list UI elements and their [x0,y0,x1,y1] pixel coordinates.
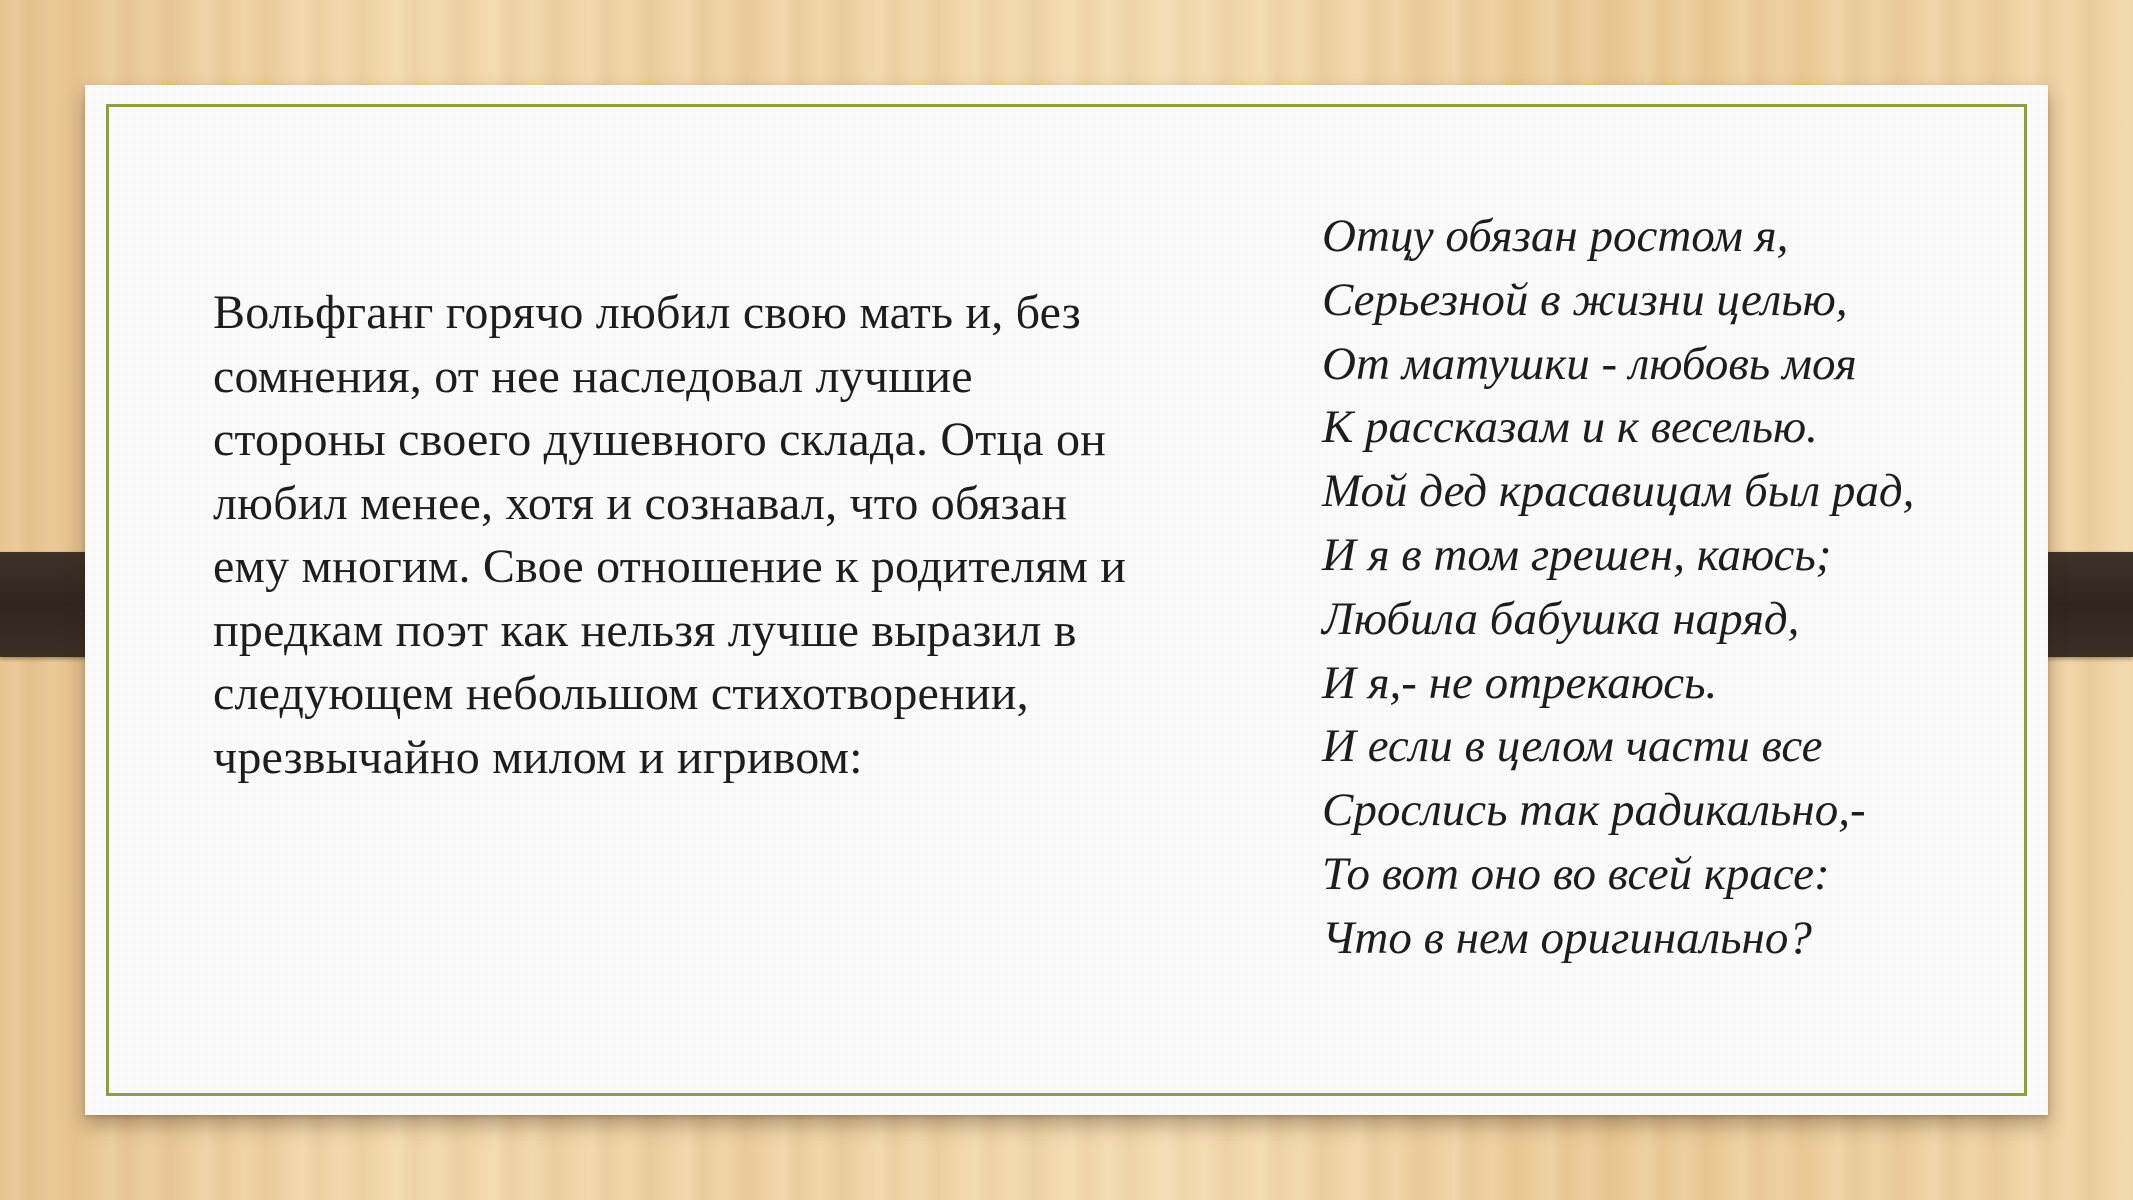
poem-line: И я,- не отрекаюсь. [1322,656,1718,709]
poem-line: Любила бабушка наряд, [1322,592,1800,645]
poem-line: К рассказам и к веселью. [1322,401,1818,454]
poem-line: Что в нем оригинально? [1322,911,1812,964]
poem [1322,205,1962,971]
poem-line: От матушки - любовь моя [1322,337,1857,390]
body-paragraph: Вольфганг горячо любил свою мать и, без сомнения, от нее наследовал лучшие стороны своего душевного склада. Отца он любил менее, хотя и сознавал, что обязан ему многим. Свое отношение к родителям и предкам поэт как нельзя лучше выразил в следующем небольшом стихотворении, чрезвычайно милом и игривом: [213,286,1127,784]
poem-line: И если в целом части все [1322,720,1823,773]
poem-line: И я в том грешен, каюсь; [1322,528,1832,581]
poem-line: Срослись так радикально,- [1322,784,1866,837]
poem-line: Серьезной в жизни целью, [1322,273,1848,326]
poem-line: То вот оно во всей красе: [1322,847,1830,900]
poem-line: Отцу обязан ростом я, [1322,210,1789,262]
poem-line: Мой дед красавицам был рад, [1322,465,1915,518]
slide-card [85,85,2048,1115]
